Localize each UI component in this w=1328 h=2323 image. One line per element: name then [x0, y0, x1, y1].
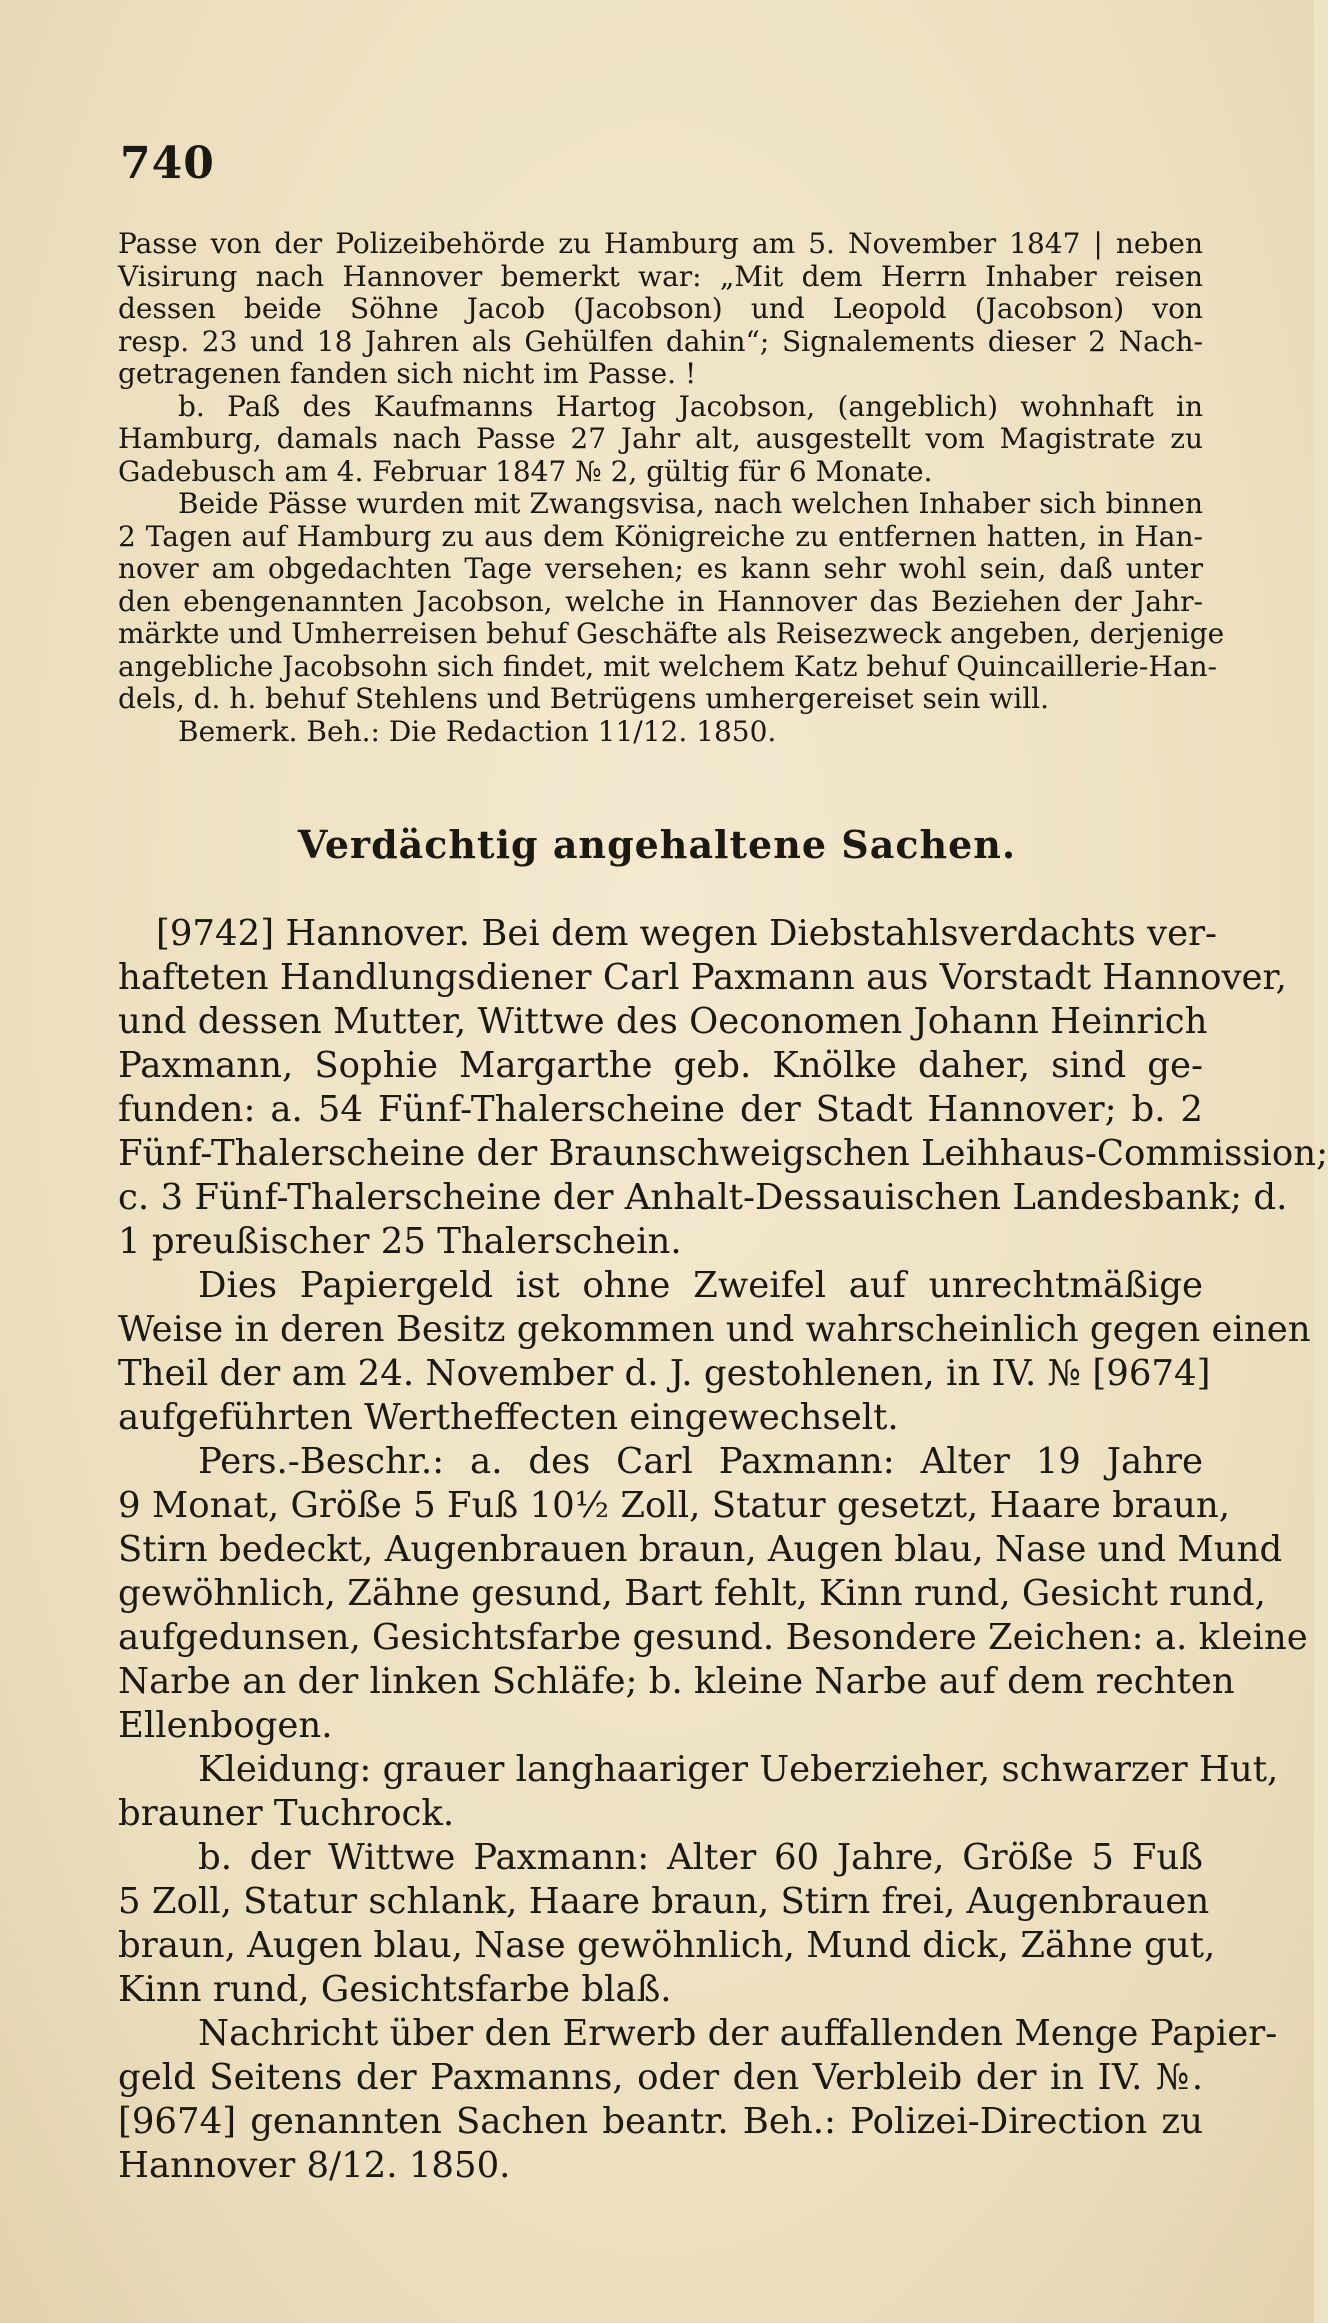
text-line: Theil der am 24. November d. J. gestohlenen, in IV. № [9674]: [118, 1353, 1211, 1394]
text-line: Kinn rund, Gesichtsfarbe blaß.: [118, 1969, 672, 2010]
text-line: gewöhnlich, Zähne gesund, Bart fehlt, Kinn rund, Gesicht rund,: [118, 1573, 1266, 1614]
text-line: Narbe an der linken Schläfe; b. kleine Narbe auf dem rechten: [118, 1661, 1235, 1702]
text-line: Ellenbogen.: [118, 1705, 333, 1746]
text-line: 1 preußischer 25 Thalerschein.: [118, 1221, 682, 1262]
text-line: Passe von der Polizeibehörde zu Hamburg am 5. November 1847 | neben: [118, 227, 1203, 260]
page-number: 740: [120, 138, 215, 189]
text-line: Pers.-Beschr.: a. des Carl Paxmann: Alter 19 Jahre: [198, 1441, 1203, 1482]
top-text-block: [118, 227, 1225, 748]
main-text-block: [118, 912, 1328, 2188]
text-line: b. der Wittwe Paxmann: Alter 60 Jahre, Größe 5 Fuß: [198, 1837, 1203, 1878]
section-heading: Verdächtig angehaltene Sachen.: [297, 822, 1017, 867]
text-line: Bemerk. Beh.: Die Redaction 11/12. 1850.: [178, 714, 777, 748]
text-line: funden: a. 54 Fünf-Thalerscheine der Stadt Hannover; b. 2: [118, 1089, 1203, 1130]
text-line: märkte und Umherreisen behuf Geschäfte als Reisezweck angeben, derjenige: [118, 617, 1225, 650]
text-line: Fünf-Thalerscheine der Braunschweigschen Leihhaus-Commission;: [118, 1133, 1328, 1174]
text-line: Stirn bedeckt, Augenbrauen braun, Augen blau, Nase und Mund: [118, 1529, 1283, 1570]
text-line: 2 Tagen auf Hamburg zu aus dem Königreiche zu entfernen hatten, in Han-: [118, 519, 1203, 553]
text-line: braun, Augen blau, Nase gewöhnlich, Mund dick, Zähne gut,: [118, 1925, 1216, 1966]
text-line: Visirung nach Hannover bemerkt war: „Mit dem Herrn Inhaber reisen: [118, 259, 1203, 293]
text-line: Beide Pässe wurden mit Zwangsvisa, nach welchen Inhaber sich binnen: [178, 487, 1203, 520]
text-line: Gadebusch am 4. Februar 1847 № 2, gültig für 6 Monate.: [118, 454, 933, 488]
text-line: 5 Zoll, Statur schlank, Haare braun, Stirn frei, Augenbrauen: [118, 1881, 1210, 1922]
text-line: Hamburg, damals nach Passe 27 Jahr alt, ausgestellt vom Magistrate zu: [118, 422, 1203, 455]
text-line: getragenen fanden sich nicht im Passe. !: [118, 357, 697, 390]
text-line: aufgeführten Wertheffecten eingewechselt.: [118, 1397, 899, 1438]
text-line: den ebengenannten Jacobson, welche in Hannover das Beziehen der Jahr-: [118, 584, 1203, 618]
text-line: Hannover 8/12. 1850.: [118, 2145, 511, 2186]
text-line: c. 3 Fünf-Thalerscheine der Anhalt-Dessauischen Landesbank; d.: [118, 1177, 1288, 1218]
text-line: und dessen Mutter, Wittwe des Oeconomen Johann Heinrich: [118, 1001, 1208, 1042]
text-line: [9742] Hannover. Bei dem wegen Diebstahlsverdachts ver-: [156, 913, 1218, 954]
text-line: aufgedunsen, Gesichtsfarbe gesund. Besondere Zeichen: a. kleine: [118, 1617, 1308, 1658]
text-line: geld Seitens der Paxmanns, oder den Verbleib der in IV. №.: [118, 2057, 1203, 2098]
text-line: 9 Monat, Größe 5 Fuß 10½ Zoll, Statur gesetzt, Haare braun,: [118, 1485, 1231, 1526]
text-line: Weise in deren Besitz gekommen und wahrscheinlich gegen einen: [118, 1309, 1311, 1350]
text-line: Paxmann, Sophie Margarthe geb. Knölke daher, sind ge-: [118, 1045, 1203, 1086]
text-line: Dies Papiergeld ist ohne Zweifel auf unrechtmäßige: [198, 1265, 1203, 1306]
text-line: angebliche Jacobsohn sich findet, mit welchem Katz behuf Quincaillerie-Han-: [118, 649, 1217, 683]
text-line: dessen beide Söhne Jacob (Jacobson) und Leopold (Jacobson) von: [118, 292, 1203, 325]
text-line: hafteten Handlungsdiener Carl Paxmann aus Vorstadt Hannover,: [118, 957, 1287, 998]
text-line: [9674] genannten Sachen beantr. Beh.: Polizei-Direction zu: [118, 2101, 1203, 2142]
text-line: brauner Tuchrock.: [118, 1793, 455, 1834]
text-line: Nachricht über den Erwerb der auffallenden Menge Papier-: [198, 2013, 1278, 2054]
text-line: dels, d. h. behuf Stehlens und Betrügens umhergereiset sein will.: [118, 682, 1049, 715]
text-line: Kleidung: grauer langhaariger Ueberzieher, schwarzer Hut,: [198, 1749, 1279, 1790]
text-line: resp. 23 und 18 Jahren als Gehülfen dahin“; Signalements dieser 2 Nach-: [118, 324, 1203, 358]
text-line: nover am obgedachten Tage versehen; es kann sehr wohl sein, daß unter: [118, 552, 1203, 585]
text-line: b. Paß des Kaufmanns Hartog Jacobson, (angeblich) wohnhaft in: [178, 389, 1203, 423]
